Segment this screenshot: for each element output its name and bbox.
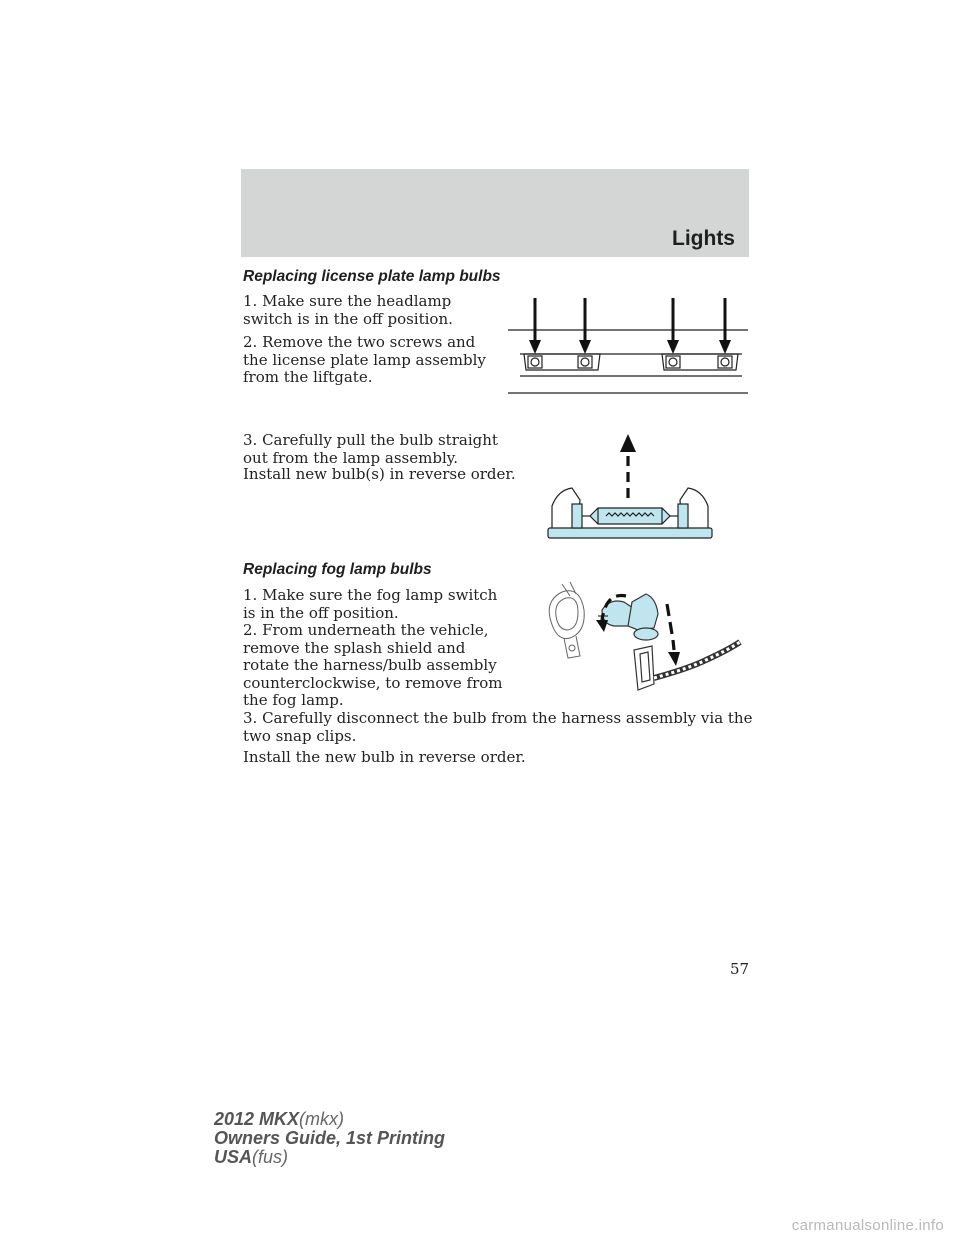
fog-lamp-step-2: 2. From underneath the vehicle, remove the splash shield and rotate the harness/bulb assembly counterclockwise, to remove from the fog lamp. xyxy=(243,621,503,709)
license-plate-install-note: Install new bulb(s) in reverse order. xyxy=(243,465,516,483)
license-plate-heading: Replacing license plate lamp bulbs xyxy=(243,268,501,285)
page-number: 57 xyxy=(730,960,750,978)
footer-printing: Owners Guide, 1st Printing xyxy=(214,1128,446,1148)
watermark: carmanualsonline.info xyxy=(791,1217,944,1234)
fog-lamp-step-3: 3. Carefully disconnect the bulb from the harness assembly via the two snap clips. xyxy=(243,709,753,745)
fog-lamp-install-note: Install the new bulb in reverse order. xyxy=(243,748,526,766)
fog-lamp-bulb-illustration xyxy=(540,580,750,705)
lamp-bulb-removal-illustration xyxy=(544,430,716,542)
license-plate-step-3: 3. Carefully pull the bulb straight out from the lamp assembly. xyxy=(243,431,498,467)
footer-model: 2012 MKX xyxy=(214,1109,300,1129)
footer-market-code: (fus) xyxy=(252,1147,289,1167)
license-plate-step-2: 2. Remove the two screws and the license plate lamp assembly from the liftgate. xyxy=(243,333,486,386)
footer-market: USA xyxy=(214,1147,253,1167)
section-title: Lights xyxy=(672,227,735,250)
liftgate-screws-illustration xyxy=(508,296,748,396)
fog-lamp-heading: Replacing fog lamp bulbs xyxy=(243,561,432,578)
print-footer xyxy=(214,1110,445,1167)
footer-model-code: (mkx) xyxy=(299,1109,345,1129)
fog-lamp-step-1: 1. Make sure the fog lamp switch is in the off position. xyxy=(243,586,498,622)
license-plate-step-1: 1. Make sure the headlamp switch is in the off position. xyxy=(243,292,453,328)
section-header-band xyxy=(241,169,749,257)
